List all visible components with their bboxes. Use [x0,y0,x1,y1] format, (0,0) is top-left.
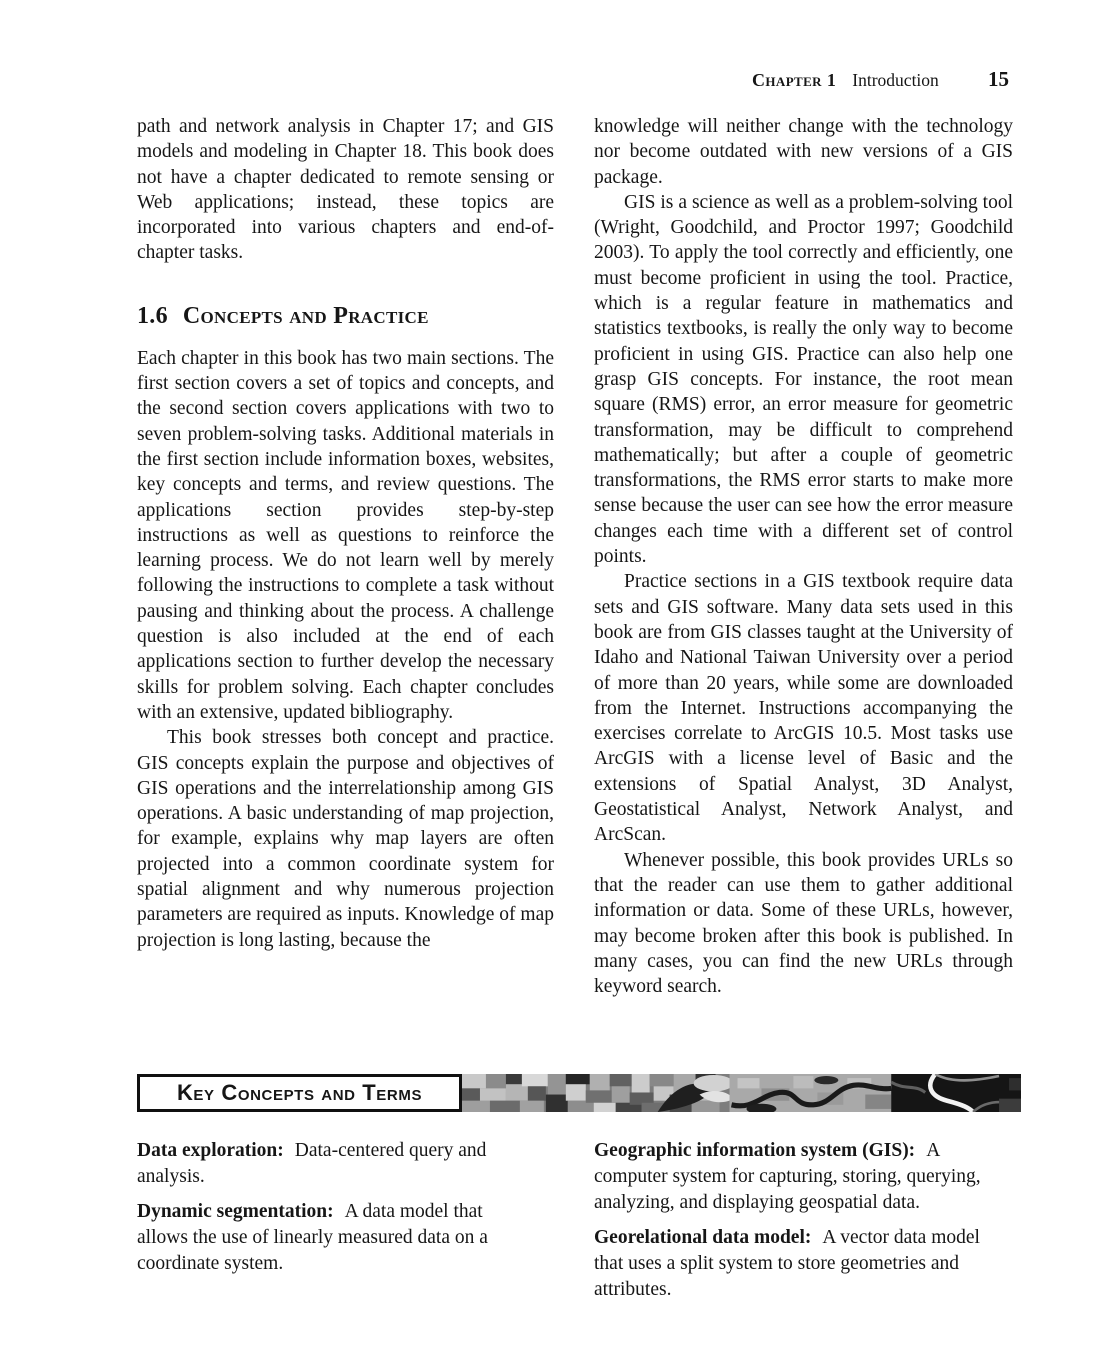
chapter-title: Introduction [852,70,939,90]
paragraph-continuation: knowledge will neither change with the technology nor become outdated with new versions of a GIS package. [594,116,1013,188]
terms-column-right [594,1138,1013,1312]
page-number: 15 [988,67,1009,91]
right-column [594,114,1013,999]
term-definition: A data model that allows the use of linearly measured data on a coordinate system. [137,1201,488,1274]
aerial-imagery-graphic [462,1074,1021,1112]
paragraph: Each chapter in this book has two main sections. The first section covers a set of topics and concepts, and the second section covers applications with two to seven problem-solving tasks. Additional materials in the first section include information boxes, websites, key concepts and terms, and review questions. The applications section provides step-by-step instructions as well as questions to reinforce the learning process. We do not learn well by merely following the instructions to complete a task without pausing and thinking about the process. A challenge question is also included at the end of each applications section to further develop the necessary skills for problem solving. Each chapter concludes with an extensive, updated bibliography. [137,347,554,723]
section-heading-title: Concepts and Practice [182,302,429,329]
term-entry [137,1138,535,1190]
aerial-imagery-banner [462,1074,1021,1112]
term-definition: Data-centered query and analysis. [137,1140,487,1187]
term-entry [594,1138,1013,1216]
running-head [752,70,939,91]
term-label: Data exploration: [137,1140,284,1161]
term-label: Dynamic segmentation: [137,1201,334,1222]
term-label: Georelational data model: [594,1227,812,1248]
terms-column-left [137,1138,535,1286]
section-heading [137,303,554,330]
key-concepts-title: Key Concepts and Terms [176,1080,423,1105]
term-label: Geographic information system (GIS): [594,1140,916,1161]
term-definition: A vector data model that uses a split system to store geometries and attributes. [594,1227,980,1300]
key-concepts-title-box [137,1074,462,1112]
term-entry [594,1225,1013,1303]
term-entry [137,1199,535,1277]
left-column [137,114,554,953]
chapter-label: Chapter 1 [752,70,837,90]
section-heading-number: 1.6 [137,302,168,329]
paragraph-continuation: path and network analysis in Chapter 17; and GIS models and modeling in Chapter 18. This book does not have a chapter dedicated to remote sensing or Web applications; instead, these topics are incorporated into various chapters and end-of-chapter tasks. [137,116,554,264]
paragraph: Practice sections in a GIS textbook require data sets and GIS software. Many data sets used in this book are from GIS classes taught at the University of Idaho and National Taiwan University over a period of more than 20 years, while some are downloaded from the Internet. Instructions accompanying the exercises correlate to ArcGIS 10.5. Most tasks use ArcGIS with a license level of Basic and the extensions of Spatial Analyst, 3D Analyst, Geostatistical Analyst, Network Analyst, and ArcScan. [594,571,1013,846]
paragraph: GIS is a science as well as a problem-solving tool (Wright, Goodchild, and Proctor 1997; Goodchild 2003). To apply the tool correctly and efficiently, one must become proficient in using the tool. Practice, which is a regular feature in mathematics and statistics textbooks, is really the only way to become proficient in using GIS. Practice can also help one grasp GIS concepts. For instance, the root mean square (RMS) error, an error measure for geometric transformation, may be difficult to comprehend mathematically; but after a couple of geometric transformations, the RMS error starts to make more sense because the user can see how the error measure changes each time with a different set of control points. [594,191,1013,568]
paragraph: This book stresses both concept and practice. GIS concepts explain the purpose and objectives of GIS operations and the interrelationship among GIS operations. A basic understanding of map projection, for example, explains why map layers are often projected into a common coordinate system for spatial alignment and why numerous projection parameters are required as inputs. Knowledge of map projection is long lasting, because the [137,727,554,951]
key-concepts-banner [137,1074,1021,1112]
term-definition: A computer system for capturing, storing, querying, analyzing, and displaying geospatial data. [594,1140,981,1213]
paragraph: Whenever possible, this book provides URLs so that the reader can use them to gather additional information or data. Some of these URLs, however, may become broken after this book is published. In many cases, you can find the new URLs through keyword search. [594,849,1013,998]
